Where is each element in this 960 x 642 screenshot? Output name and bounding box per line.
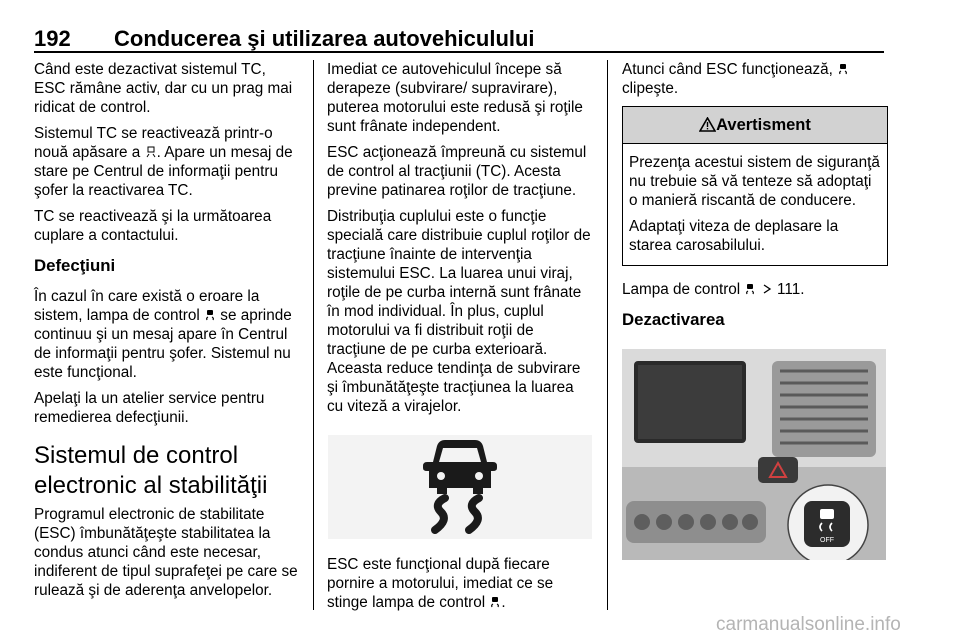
column-2 [327, 60, 593, 619]
paragraph [327, 555, 593, 612]
text: Atunci când ESC funcţionează, [622, 61, 838, 78]
esc-warning-icon [489, 596, 501, 608]
text: ESC este funcţional după fiecare pornire a motorului, imediat ce se stinge lampa de control [327, 556, 554, 611]
section-heading: Dezactivarea [622, 310, 725, 329]
paragraph: Imediat ce autovehiculul începe să derapeze (subvirare/ supravirare), puterea motorului este redusă şi roţile sunt frânate independent. [327, 61, 583, 135]
off-label: OFF [820, 537, 834, 544]
dashboard-photo [622, 349, 886, 560]
text: În cazul în care există o eroare la sistem, lampa de control [34, 288, 260, 324]
text: . [501, 594, 506, 611]
page-header [34, 26, 884, 52]
warning-header [623, 107, 887, 144]
esc-symbol-figure [328, 435, 592, 539]
paragraph: TC se reactivează şi la următoarea cuplare a contactului. [34, 208, 272, 244]
text: . Apare un mesaj de stare pe Centrul de informaţii pentru şofer la reactivarea TC. [34, 144, 293, 199]
chapter-title: Conducerea şi utilizarea autovehiculului [114, 26, 535, 51]
text: Sistemul TC se reactivează printr-o nouă apăsare a [34, 125, 273, 161]
esc-car-skid-icon [415, 438, 505, 536]
warning-triangle-icon [699, 117, 716, 132]
column-3 [622, 60, 888, 341]
paragraph: Prezenţa acestui sistem de siguranţă nu trebuie să vă tenteze să adoptaţi o manieră riscantă de conducere. [629, 154, 880, 209]
text: 111. [772, 281, 805, 298]
column-divider [607, 60, 608, 610]
tc-off-icon [145, 146, 157, 158]
paragraph: Când este dezactivat sistemul TC, ESC rămâne activ, dar cu un prag mai ridicat de control. [34, 61, 293, 116]
column-1 [34, 60, 300, 607]
paragraph: Programul electronic de stabilitate (ESC) îmbunătăţeşte stabilitatea la condus atunci când este necesar, indiferent de tipul suprafeţei pe care se rulează şi de aderenţa anvelopelor. [34, 506, 298, 599]
paragraph: Distribuţia cuplului este o funcţie specială care distribuie cuplul roţilor de tracţiune înainte de intervenţia sistemului ESC. La luarea unui viraj, roţile de pe curba internă sunt frânate în mod individual. În plus, cuplul motorului va fi distribuit roţii de tracţiune de pe curba exterioară. Aceasta reduce tendinţa de subvirare şi îmbunătăţeşte tracţiunea la luarea cu viteză a virajelor. [327, 208, 591, 415]
section-heading: Defecţiuni [34, 256, 116, 275]
paragraph [622, 60, 888, 98]
esc-warning-icon [204, 309, 216, 321]
paragraph [34, 124, 300, 200]
paragraph: ESC acţionează împreună cu sistemul de control al tracţiunii (TC). Acesta previne patinarea roţilor de tracţiune. [327, 144, 587, 199]
warning-body [623, 144, 887, 265]
text: se aprinde continuu şi un mesaj apare în Centrul de informaţii pentru şofer. Sistemul nu este funcţional. [34, 307, 292, 381]
paragraph: Adaptaţi viteza de deplasare la starea carosabilului. [629, 218, 839, 254]
header-rule [34, 51, 884, 53]
text: Lampa de control [622, 281, 745, 298]
paragraph [34, 287, 300, 382]
paragraph: Apelaţi la un atelier service pentru remedierea defecţiunii. [34, 390, 265, 426]
esc-warning-icon [744, 283, 756, 295]
esc-warning-icon [837, 63, 849, 75]
cross-reference-arrow-icon [761, 283, 773, 295]
chapter-heading: Sistemul de control electronic al stabilităţii [34, 442, 268, 499]
text: clipeşte. [622, 80, 679, 97]
column-divider [313, 60, 314, 610]
page-number: 192 [34, 26, 71, 51]
warning-box [622, 106, 888, 266]
paragraph [622, 280, 888, 299]
warning-title: Avertisment [716, 116, 811, 134]
watermark: carmanualsonline.info [716, 614, 901, 635]
